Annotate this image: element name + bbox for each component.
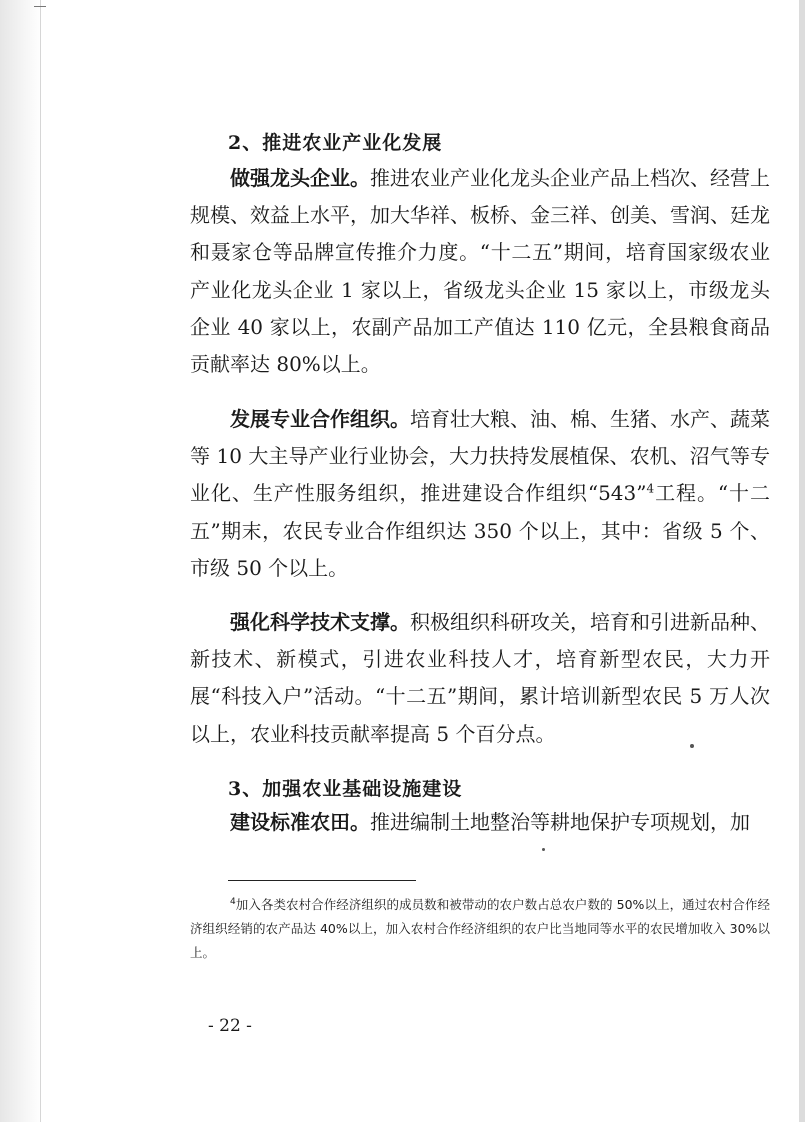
paragraph-standard-farmland [190, 804, 770, 841]
page-number: - 22 - [208, 1016, 252, 1036]
footnote-marker: 4 [230, 896, 236, 907]
footnote [190, 893, 770, 965]
paragraph-leading-enterprises [190, 160, 770, 383]
paragraph-body: 推进编制土地整治等耕地保护专项规划，加 [370, 810, 750, 834]
footnote-text: 加入各类农村合作经济组织的成员数和被带动的农户数占总农户数的 50%以上，通过农村合作经济组织经销的农产品达 40%以上，加入农村合作经济组织的农户比当地同等水平的农民增加收入 30%以上。 [190, 897, 770, 960]
section-3-heading: 3、加强农业基础设施建设 [228, 778, 463, 800]
scan-speck [542, 848, 545, 851]
paragraph-cooperatives [190, 401, 770, 587]
footnote-separator [228, 880, 416, 881]
scan-page-edge-right [799, 0, 805, 1122]
paragraph-lead: 强化科学技术支撑。 [230, 610, 410, 634]
footnote-reference: 4 [646, 481, 655, 496]
paragraph-body: 推进农业产业化龙头企业产品上档次、经营上规模、效益上水平，加大华祥、板桥、金三祥、创美、雪润、廷龙和聂家仓等品牌宣传推介力度。“十二五”期间，培育国家级农业产业化龙头企业 1 家以上，省级龙头企业 15 家以上，市级龙头企业 40 家以上，农副产品加工产值达 110 亿元，全县粮食商品贡献率达 80%以上。 [190, 166, 770, 377]
paragraph-body: 积极组织科研攻关，培育和引进新品种、新技术、新模式，引进农业科技人才，培育新型农民，大力开展“科技入户”活动。“十二五”期间，累计培训新型农民 5 万人次以上，农业科技贡献率提高 5 个百分点。 [190, 610, 770, 746]
section-2-heading: 2、推进农业产业化发展 [228, 132, 443, 154]
paragraph-body: 培育壮大粮、油、棉、生猪、水产、蔬菜等 10 大主导产业行业协会，大力扶持发展植保、农机、沼气等专业化、生产性服务组织，推进建设合作组织“543” [190, 407, 770, 506]
paragraph-body-continued: 工程。“十二五”期末，农民专业合作组织达 350 个以上，其中：省级 5 个、市级 50 个以上。 [190, 481, 770, 580]
paragraph-science-technology [190, 604, 770, 753]
scan-corner-mark [34, 6, 46, 13]
paragraph-lead: 建设标准农田。 [230, 810, 370, 834]
paragraph-lead: 发展专业合作组织。 [230, 407, 410, 431]
paragraph-lead: 做强龙头企业。 [230, 166, 370, 190]
scan-page-edge-left [0, 0, 42, 1122]
